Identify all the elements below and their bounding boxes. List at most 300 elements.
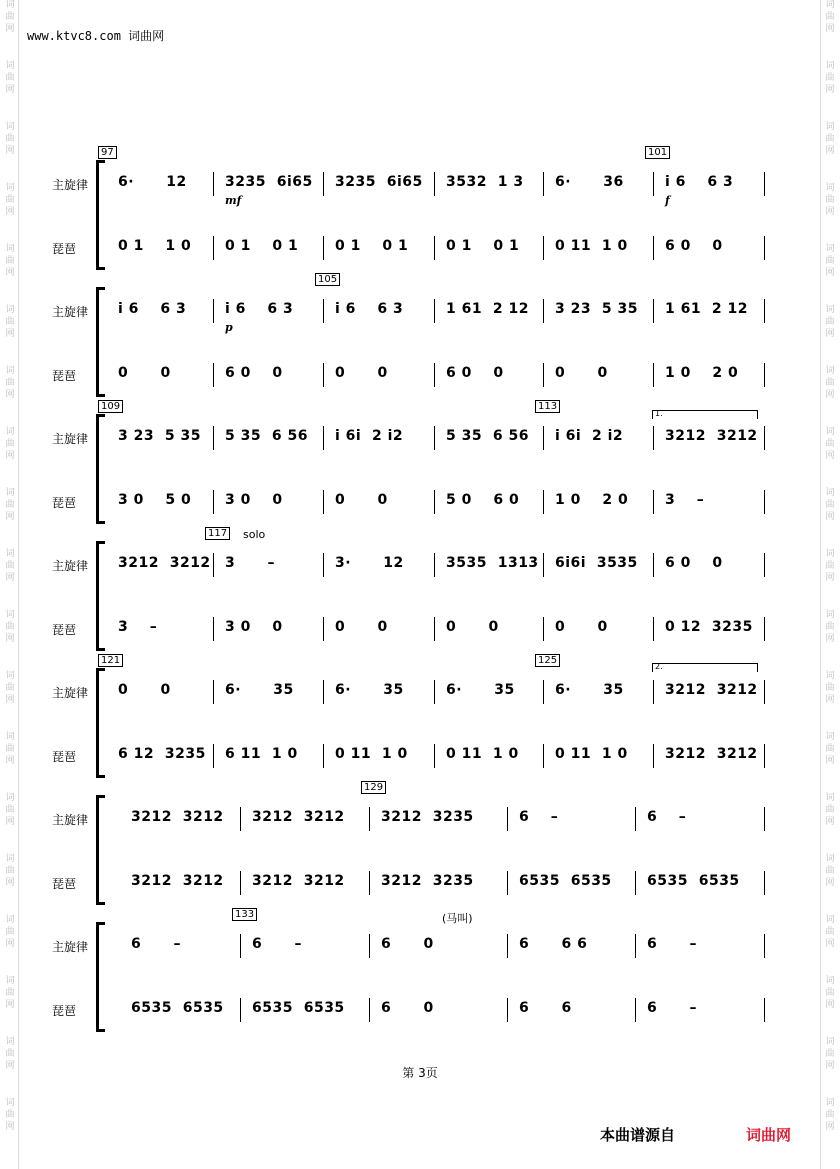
pipa-measure: 0 1 0 1 [446, 238, 520, 254]
pipa-measure: 3 – [118, 619, 158, 635]
barline [323, 553, 324, 577]
horse-call-annotation: (马叫) [442, 912, 473, 925]
watermark-char: 词 [825, 488, 835, 498]
barline [240, 807, 241, 831]
barline [543, 490, 544, 514]
system-bracket [96, 668, 105, 778]
barline [653, 744, 654, 768]
watermark-char: 网 [5, 878, 15, 888]
barline [213, 553, 214, 577]
watermark-char: 网 [825, 207, 835, 217]
watermark-char: 曲 [5, 866, 15, 876]
watermark-char: 曲 [5, 317, 15, 327]
pipa-measure: 0 0 [335, 365, 388, 381]
instrument-label-pipa: 琵琶 [52, 496, 77, 510]
barline [434, 172, 435, 196]
instrument-label-pipa: 琵琶 [52, 623, 77, 637]
melody-measure: 5 35 6 56 [225, 428, 308, 444]
melody-measure: 3· 12 [335, 555, 404, 571]
watermark-char: 网 [5, 451, 15, 461]
pipa-measure: 0 0 [335, 619, 388, 635]
pipa-measure: 6535 6535 [647, 873, 740, 889]
watermark-char: 网 [5, 1122, 15, 1132]
watermark-char: 网 [5, 24, 15, 34]
watermark-char: 词 [825, 549, 835, 559]
dynamic-marking: mf [225, 194, 242, 207]
dynamic-marking: p [225, 321, 233, 334]
watermark-char: 网 [5, 146, 15, 156]
watermark-char: 网 [825, 268, 835, 278]
watermark-char: 词 [5, 427, 15, 437]
melody-measure: 3535 1313 [446, 555, 539, 571]
watermark-char: 词 [5, 366, 15, 376]
melody-measure: 3235 6i65 [225, 174, 313, 190]
barline [653, 490, 654, 514]
dynamic-marking: f [665, 194, 670, 207]
watermark-char: 网 [825, 817, 835, 827]
melody-measure: 3532 1 3 [446, 174, 524, 190]
pipa-measure: 6 6 [519, 1000, 572, 1016]
watermark-char: 网 [5, 512, 15, 522]
watermark-char: 网 [5, 756, 15, 766]
barline [369, 871, 370, 895]
score-system [0, 655, 840, 778]
score-system [0, 528, 840, 651]
volta-1: 1. [655, 409, 663, 418]
watermark-char: 曲 [825, 866, 835, 876]
watermark-char: 词 [5, 915, 15, 925]
watermark-char: 词 [825, 366, 835, 376]
melody-measure: 6· 36 [555, 174, 624, 190]
barline [507, 998, 508, 1022]
melody-measure: 6 – [519, 809, 559, 825]
pipa-measure: 6 12 3235 [118, 746, 206, 762]
melody-measure: 3 23 5 35 [118, 428, 201, 444]
measure-number: 109 [98, 400, 123, 413]
watermark-char: 网 [5, 207, 15, 217]
watermark-char: 曲 [5, 134, 15, 144]
system-bracket [96, 287, 105, 397]
source-label: 本曲谱源自 [600, 1126, 676, 1144]
barline [635, 998, 636, 1022]
barline [434, 236, 435, 260]
watermark-char: 曲 [825, 317, 835, 327]
watermark-char: 网 [825, 512, 835, 522]
barline [323, 299, 324, 323]
barline [653, 363, 654, 387]
measure-number: 113 [535, 400, 560, 413]
barline [369, 998, 370, 1022]
measure-number: 121 [98, 654, 123, 667]
barline [543, 617, 544, 641]
watermark-char: 曲 [825, 256, 835, 266]
barline [213, 299, 214, 323]
watermark-char: 曲 [5, 744, 15, 754]
watermark-char: 词 [825, 671, 835, 681]
watermark-char: 曲 [5, 73, 15, 83]
watermark-char: 曲 [825, 1049, 835, 1059]
barline [764, 490, 765, 514]
barline [507, 934, 508, 958]
watermark-char: 词 [825, 427, 835, 437]
watermark-char: 网 [5, 695, 15, 705]
instrument-label-pipa: 琵琶 [52, 750, 77, 764]
melody-measure: i 6 6 3 [335, 301, 404, 317]
score-system [0, 147, 840, 270]
barline [323, 744, 324, 768]
score-system [0, 782, 840, 905]
melody-measure: 6· 35 [555, 682, 624, 698]
watermark-char: 网 [825, 634, 835, 644]
melody-measure: 6 0 0 [665, 555, 723, 571]
barline [213, 744, 214, 768]
watermark-char: 曲 [825, 73, 835, 83]
melody-measure: 6 6 6 [519, 936, 588, 952]
barline [240, 934, 241, 958]
barline [653, 299, 654, 323]
melody-measure: i 6 6 3 [118, 301, 187, 317]
instrument-label-melody: 主旋律 [52, 686, 89, 700]
watermark-char: 曲 [5, 256, 15, 266]
melody-measure: 0 0 [118, 682, 171, 698]
page-number: 第 3页 [402, 1066, 438, 1080]
watermark-char: 曲 [5, 805, 15, 815]
instrument-label-pipa: 琵琶 [52, 369, 77, 383]
barline [764, 934, 765, 958]
measure-number: 117 [205, 527, 230, 540]
barline [323, 680, 324, 704]
volta-2-bracket [652, 663, 758, 672]
watermark-char: 词 [825, 122, 835, 132]
watermark-char: 词 [825, 1098, 835, 1108]
watermark-char: 网 [5, 634, 15, 644]
melody-measure: 6· 35 [225, 682, 294, 698]
pipa-measure: 6 11 1 0 [225, 746, 298, 762]
pipa-measure: 0 12 3235 [665, 619, 753, 635]
melody-measure: 1 61 2 12 [446, 301, 529, 317]
barline [653, 236, 654, 260]
barline [543, 680, 544, 704]
pipa-measure: 1 0 2 0 [555, 492, 629, 508]
pipa-measure: 6535 6535 [519, 873, 612, 889]
pipa-measure: 6535 6535 [252, 1000, 345, 1016]
watermark-char: 词 [5, 793, 15, 803]
barline [434, 426, 435, 450]
pipa-measure: 1 0 2 0 [665, 365, 739, 381]
watermark-char: 曲 [5, 927, 15, 937]
barline [323, 363, 324, 387]
barline [635, 807, 636, 831]
watermark-char: 词 [5, 1098, 15, 1108]
barline [213, 490, 214, 514]
barline [764, 172, 765, 196]
melody-measure: i 6i 2 i2 [555, 428, 624, 444]
instrument-label-melody: 主旋律 [52, 432, 89, 446]
watermark-char: 曲 [825, 561, 835, 571]
system-bracket [96, 922, 105, 1032]
watermark-char: 曲 [825, 195, 835, 205]
watermark-char: 曲 [825, 500, 835, 510]
melody-measure: 1 61 2 12 [665, 301, 748, 317]
pipa-measure: 6 0 0 [446, 365, 504, 381]
measure-number: 133 [232, 908, 257, 921]
watermark-char: 词 [5, 671, 15, 681]
pipa-measure: 0 0 [555, 619, 608, 635]
barline [213, 680, 214, 704]
barline [213, 363, 214, 387]
barline [507, 871, 508, 895]
melody-measure: 6 – [647, 809, 687, 825]
pipa-measure: 3212 3235 [381, 873, 474, 889]
barline [543, 553, 544, 577]
watermark-char: 网 [825, 939, 835, 949]
watermark-char: 词 [5, 1037, 15, 1047]
barline [434, 617, 435, 641]
volta-2: 2. [655, 662, 663, 671]
watermark-char: 曲 [825, 683, 835, 693]
system-bracket [96, 160, 105, 270]
watermark-char: 网 [5, 268, 15, 278]
barline [434, 744, 435, 768]
watermark-char: 曲 [825, 622, 835, 632]
watermark-char: 词 [825, 183, 835, 193]
melody-measure: 6i6i 3535 [555, 555, 638, 571]
watermark-char: 曲 [5, 622, 15, 632]
pipa-measure: 3 0 0 [225, 619, 283, 635]
watermark-char: 曲 [825, 805, 835, 815]
melody-measure: i 6 6 3 [665, 174, 734, 190]
watermark-char: 曲 [825, 1110, 835, 1120]
barline [653, 172, 654, 196]
instrument-label-melody: 主旋律 [52, 178, 89, 192]
pipa-measure: 6 0 0 [225, 365, 283, 381]
watermark-char: 网 [825, 878, 835, 888]
melody-measure: 6· 12 [118, 174, 187, 190]
pipa-measure: 6535 6535 [131, 1000, 224, 1016]
melody-measure: 6 0 [381, 936, 434, 952]
instrument-label-pipa: 琵琶 [52, 1004, 77, 1018]
barline [434, 363, 435, 387]
watermark-char: 词 [825, 1037, 835, 1047]
watermark-char: 词 [825, 61, 835, 71]
watermark-char: 词 [5, 305, 15, 315]
barline [213, 172, 214, 196]
melody-measure: 3 – [225, 555, 275, 571]
barline [543, 363, 544, 387]
barline [434, 680, 435, 704]
barline [434, 490, 435, 514]
watermark-char: 网 [825, 695, 835, 705]
watermark-char: 网 [825, 1061, 835, 1071]
watermark-char: 词 [5, 0, 15, 10]
watermark-char: 网 [5, 390, 15, 400]
watermark-char: 网 [825, 329, 835, 339]
pipa-measure: 6 0 0 [665, 238, 723, 254]
pipa-measure: 0 1 0 1 [225, 238, 299, 254]
barline [543, 236, 544, 260]
volta-1-bracket [652, 410, 758, 419]
barline [507, 807, 508, 831]
melody-measure: 6 – [647, 936, 697, 952]
watermark-char: 曲 [825, 134, 835, 144]
site-header[interactable]: www.ktvc8.com 词曲网 [27, 29, 165, 43]
watermark-char: 网 [825, 146, 835, 156]
watermark-char: 网 [5, 1000, 15, 1010]
watermark-char: 网 [825, 1122, 835, 1132]
instrument-label-pipa: 琵琶 [52, 242, 77, 256]
instrument-label-pipa: 琵琶 [52, 877, 77, 891]
barline [764, 553, 765, 577]
melody-measure: 6· 35 [335, 682, 404, 698]
melody-measure: 6 – [131, 936, 181, 952]
pipa-measure: 3 0 5 0 [118, 492, 192, 508]
barline [213, 426, 214, 450]
watermark-char: 词 [825, 732, 835, 742]
pipa-measure: 0 0 [555, 365, 608, 381]
barline [240, 871, 241, 895]
system-bracket [96, 795, 105, 905]
pipa-measure: 0 11 1 0 [555, 238, 628, 254]
watermark-char: 曲 [825, 12, 835, 22]
system-bracket [96, 414, 105, 524]
watermark-char: 曲 [5, 378, 15, 388]
watermark-char: 网 [825, 390, 835, 400]
pipa-measure: 0 11 1 0 [446, 746, 519, 762]
watermark-char: 词 [825, 793, 835, 803]
watermark-char: 词 [5, 976, 15, 986]
pipa-measure: 0 1 1 0 [118, 238, 192, 254]
watermark-char: 词 [5, 732, 15, 742]
brand-link[interactable]: 词曲网 [746, 1126, 792, 1144]
instrument-label-melody: 主旋律 [52, 940, 89, 954]
barline [240, 998, 241, 1022]
melody-measure: 5 35 6 56 [446, 428, 529, 444]
pipa-measure: 3212 3212 [131, 873, 224, 889]
melody-measure: 6 – [252, 936, 302, 952]
watermark-char: 词 [5, 610, 15, 620]
measure-number: 125 [535, 654, 560, 667]
watermark-char: 曲 [825, 744, 835, 754]
watermark-char: 网 [5, 1061, 15, 1071]
pipa-measure: 5 0 6 0 [446, 492, 520, 508]
pipa-measure: 3 – [665, 492, 705, 508]
watermark-char: 词 [5, 183, 15, 193]
barline [543, 299, 544, 323]
barline [653, 617, 654, 641]
barline [369, 807, 370, 831]
score-system [0, 401, 840, 524]
pipa-measure: 0 1 0 1 [335, 238, 409, 254]
watermark-char: 曲 [5, 1110, 15, 1120]
watermark-char: 词 [825, 305, 835, 315]
watermark-char: 曲 [825, 988, 835, 998]
melody-measure: 3212 3212 [665, 682, 758, 698]
barline [764, 617, 765, 641]
melody-measure: 3212 3212 [131, 809, 224, 825]
watermark-char: 词 [5, 549, 15, 559]
watermark-char: 网 [5, 85, 15, 95]
barline [653, 553, 654, 577]
watermark-char: 曲 [825, 927, 835, 937]
watermark-char: 词 [5, 122, 15, 132]
score-system [0, 909, 840, 1032]
measure-number: 129 [361, 781, 386, 794]
watermark-char: 网 [5, 329, 15, 339]
watermark-char: 词 [825, 854, 835, 864]
pipa-measure: 0 0 [335, 492, 388, 508]
pipa-measure: 3212 3212 [665, 746, 758, 762]
measure-number: 101 [645, 146, 670, 159]
melody-measure: 3212 3212 [252, 809, 345, 825]
barline [635, 934, 636, 958]
watermark-char: 曲 [5, 12, 15, 22]
measure-number: 97 [98, 146, 117, 159]
barline [543, 172, 544, 196]
pipa-measure: 0 11 1 0 [555, 746, 628, 762]
watermark-char: 曲 [5, 1049, 15, 1059]
solo-annotation: solo [243, 528, 266, 541]
watermark-char: 网 [825, 24, 835, 34]
barline [543, 744, 544, 768]
watermark-char: 词 [825, 915, 835, 925]
melody-measure: 3212 3212 [118, 555, 211, 571]
watermark-char: 曲 [5, 988, 15, 998]
pipa-measure: 3 0 0 [225, 492, 283, 508]
barline [635, 871, 636, 895]
watermark-char: 词 [5, 244, 15, 254]
watermark-char: 词 [5, 61, 15, 71]
pipa-measure: 6 0 [381, 1000, 434, 1016]
barline [653, 680, 654, 704]
melody-measure: 3 23 5 35 [555, 301, 638, 317]
barline [434, 553, 435, 577]
watermark-char: 词 [825, 976, 835, 986]
barline [764, 871, 765, 895]
watermark-char: 曲 [825, 378, 835, 388]
barline [323, 617, 324, 641]
pipa-measure: 3212 3212 [252, 873, 345, 889]
watermark-char: 曲 [5, 195, 15, 205]
watermark-char: 网 [825, 1000, 835, 1010]
watermark-char: 网 [5, 939, 15, 949]
watermark-char: 网 [5, 573, 15, 583]
barline [653, 426, 654, 450]
barline [323, 490, 324, 514]
barline [369, 934, 370, 958]
barline [764, 299, 765, 323]
watermark-char: 曲 [825, 439, 835, 449]
watermark-char: 曲 [5, 683, 15, 693]
barline [764, 998, 765, 1022]
melody-measure: 3212 3212 [665, 428, 758, 444]
watermark-char: 网 [825, 451, 835, 461]
pipa-measure: 0 0 [446, 619, 499, 635]
barline [213, 236, 214, 260]
system-bracket [96, 541, 105, 651]
watermark-char: 网 [825, 756, 835, 766]
barline [213, 617, 214, 641]
watermark-char: 词 [5, 488, 15, 498]
barline [323, 172, 324, 196]
melody-measure: i 6 6 3 [225, 301, 294, 317]
watermark-char: 网 [825, 573, 835, 583]
watermark-char: 词 [5, 854, 15, 864]
watermark-char: 词 [825, 244, 835, 254]
barline [764, 680, 765, 704]
barline [323, 236, 324, 260]
score-system [0, 274, 840, 397]
watermark-char: 曲 [5, 439, 15, 449]
